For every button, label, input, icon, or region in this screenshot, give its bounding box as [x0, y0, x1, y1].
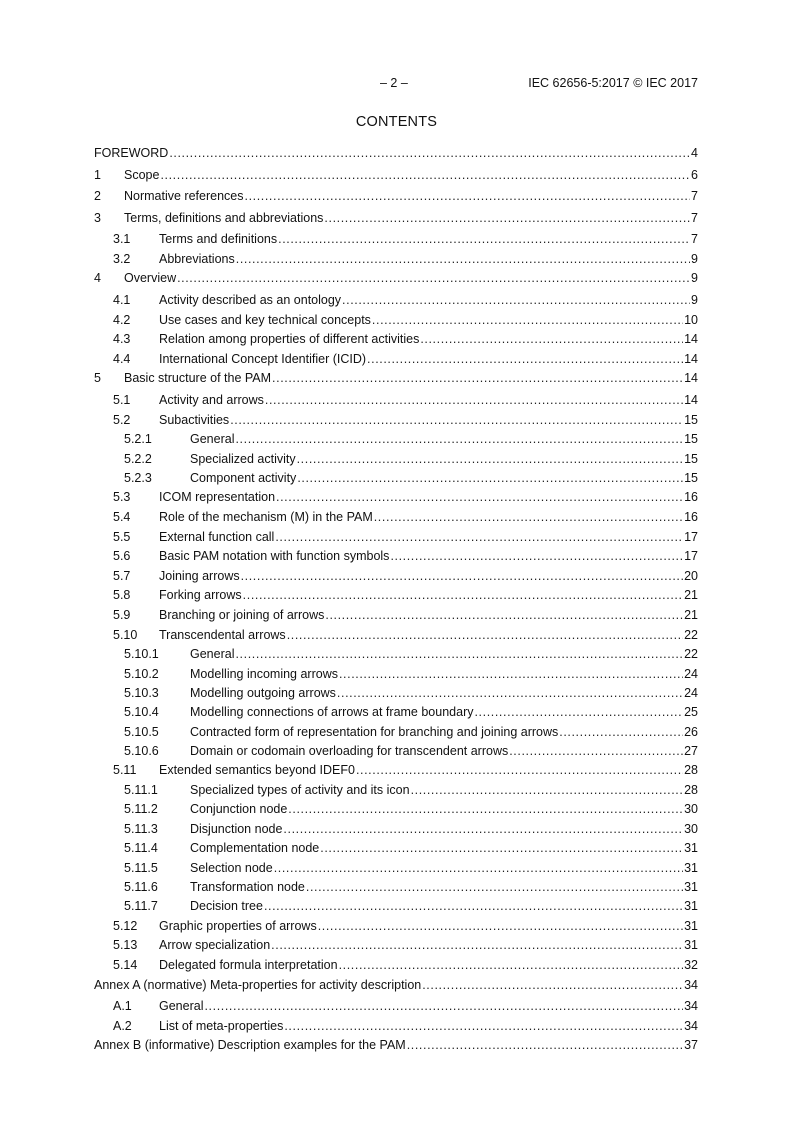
- toc-entry-title: Overview: [124, 271, 177, 286]
- toc-entry-number: 5.8: [113, 588, 131, 603]
- toc-entry-number: 5.5: [113, 529, 131, 544]
- toc-entry-title: Transcendental arrows: [159, 627, 286, 642]
- toc-entry-page: 27: [684, 744, 698, 759]
- toc-dot-leader: [276, 489, 683, 505]
- toc-entry-title: Normative references: [124, 189, 244, 204]
- toc-entry-page: 16: [684, 490, 698, 505]
- toc-entry-number: 3.1: [113, 232, 131, 247]
- toc-dot-leader: [339, 666, 683, 682]
- toc-dot-leader: [236, 251, 690, 267]
- toc-entry-page: 9: [691, 271, 698, 286]
- toc-entry[interactable]: [94, 251, 698, 271]
- toc-entry[interactable]: [94, 801, 698, 820]
- toc-entry-page: 21: [684, 588, 698, 603]
- toc-entry-number: 5: [94, 371, 101, 386]
- toc-dot-leader: [318, 918, 683, 934]
- toc-entry-page: 9: [691, 293, 698, 308]
- toc-entry-number: 5.3: [113, 490, 131, 505]
- toc-entry[interactable]: [94, 529, 698, 549]
- toc-entry-page: 14: [684, 371, 698, 386]
- toc-entry-title: Relation among properties of different activities: [159, 332, 420, 347]
- toc-entry-number: A.1: [113, 999, 132, 1014]
- toc-entry-number: 5.12: [113, 918, 138, 933]
- toc-entry-title: Modelling incoming arrows: [190, 666, 338, 681]
- toc-entry-number: 1: [94, 167, 101, 182]
- toc-entry-title: Decision tree: [190, 899, 263, 914]
- toc-dot-leader: [342, 292, 690, 308]
- toc-entry[interactable]: [94, 840, 698, 859]
- toc-entry[interactable]: [94, 724, 698, 743]
- toc-dot-leader: [160, 167, 690, 183]
- toc-dot-leader: [278, 231, 690, 247]
- toc-entry-number: 4.1: [113, 293, 131, 308]
- toc-entry-number: 3: [94, 210, 101, 225]
- toc-dot-leader: [241, 568, 684, 584]
- toc-entry-page: 34: [684, 1018, 698, 1033]
- toc-entry-number: 5.7: [113, 568, 131, 583]
- toc-dot-leader: [367, 351, 683, 367]
- toc-entry-number: 5.2: [113, 412, 131, 427]
- toc-dot-leader: [474, 704, 683, 720]
- toc-dot-leader: [509, 743, 683, 759]
- toc-entry[interactable]: [94, 821, 698, 840]
- toc-dot-leader: [297, 470, 683, 486]
- toc-entry[interactable]: [94, 607, 698, 627]
- toc-entry-page: 20: [684, 568, 698, 583]
- toc-dot-leader: [420, 331, 683, 347]
- toc-entry[interactable]: [94, 270, 698, 292]
- toc-entry-page: 9: [691, 251, 698, 266]
- toc-dot-leader: [243, 587, 683, 603]
- toc-entry[interactable]: [94, 627, 698, 647]
- page-number: – 2 –: [380, 76, 408, 90]
- toc-entry-number: 5.11.7: [124, 899, 158, 914]
- toc-entry[interactable]: [94, 489, 698, 509]
- toc-entry-number: 5.10.6: [124, 744, 159, 759]
- toc-entry[interactable]: [94, 351, 698, 371]
- toc-entry-title: Conjunction node: [190, 802, 288, 817]
- toc-entry[interactable]: [94, 782, 698, 801]
- toc-entry-title: Abbreviations: [159, 251, 235, 266]
- toc-entry-number: 5.11.6: [124, 880, 158, 895]
- toc-dot-leader: [390, 548, 683, 564]
- toc-entry-page: 14: [684, 393, 698, 408]
- toc-entry-page: 30: [684, 802, 698, 817]
- toc-entry-title: FOREWORD: [94, 146, 169, 160]
- toc-entry-title: Activity described as an ontology: [159, 293, 342, 308]
- toc-entry[interactable]: [94, 431, 698, 450]
- toc-entry-page: 22: [684, 647, 698, 662]
- toc-entry-page: 28: [684, 763, 698, 778]
- toc-dot-leader: [283, 821, 683, 837]
- toc-entry-title: Complementation node: [190, 841, 320, 856]
- toc-entry-title: Disjunction node: [190, 821, 283, 836]
- toc-entry-number: 5.11.4: [124, 841, 158, 856]
- toc-entry[interactable]: [94, 470, 698, 489]
- toc-entry[interactable]: [94, 509, 698, 529]
- toc-entry-number: 4.3: [113, 332, 131, 347]
- toc-entry[interactable]: [94, 860, 698, 879]
- toc-entry-title: Component activity: [190, 471, 297, 485]
- toc-entry-title: Selection node: [190, 860, 273, 875]
- toc-entry[interactable]: [94, 451, 698, 470]
- toc-entry-page: 14: [684, 332, 698, 347]
- toc-entry-title: Branching or joining of arrows: [159, 607, 325, 622]
- toc-dot-leader: [288, 801, 683, 817]
- toc-entry-number: 5.11.2: [124, 802, 158, 817]
- toc-entry-page: 16: [684, 509, 698, 524]
- toc-entry-title: Graphic properties of arrows: [159, 918, 317, 933]
- toc-entry-page: 4: [691, 146, 698, 160]
- toc-dot-leader: [374, 509, 683, 525]
- toc-dot-leader: [407, 1037, 683, 1053]
- toc-entry-title: Modelling connections of arrows at frame boundary: [190, 705, 474, 720]
- toc-entry[interactable]: [94, 231, 698, 251]
- toc-entry-title: Use cases and key technical concepts: [159, 312, 371, 327]
- toc-entry-title: Scope: [124, 167, 160, 182]
- toc-entry-page: 30: [684, 821, 698, 836]
- toc-entry-page: 7: [691, 232, 698, 247]
- toc-entry-title: List of meta-properties: [159, 1018, 284, 1033]
- toc-entry[interactable]: [94, 743, 698, 762]
- toc-entry[interactable]: [94, 587, 698, 607]
- toc-entry-page: 15: [684, 432, 698, 447]
- toc-entry-number: 5.10.2: [124, 666, 159, 681]
- toc-entry-number: 5.2.2: [124, 451, 152, 466]
- toc-entry[interactable]: [94, 412, 698, 432]
- toc-entry-number: 5.2.3: [124, 471, 152, 485]
- toc-dot-leader: [272, 370, 683, 386]
- toc-entry[interactable]: [94, 210, 698, 232]
- toc-entry-number: 5.10: [113, 627, 138, 642]
- table-of-contents: [94, 145, 698, 1059]
- toc-entry-title: Basic PAM notation with function symbols: [159, 549, 390, 564]
- toc-entry-page: 31: [684, 918, 698, 933]
- toc-dot-leader: [324, 210, 690, 226]
- toc-entry-title: Subactivities: [159, 412, 230, 427]
- toc-entry-title: Annex B (informative) Description examples for the PAM: [94, 1038, 406, 1053]
- toc-entry[interactable]: [94, 370, 698, 392]
- toc-dot-leader: [204, 998, 683, 1014]
- toc-entry[interactable]: [94, 1037, 698, 1059]
- toc-dot-leader: [275, 529, 683, 545]
- toc-dot-leader: [177, 270, 690, 286]
- page-header: [94, 76, 698, 92]
- toc-entry-title: ICOM representation: [159, 490, 276, 505]
- toc-entry-number: 3.2: [113, 251, 131, 266]
- toc-entry[interactable]: [94, 957, 698, 977]
- toc-entry-page: 7: [691, 210, 698, 225]
- toc-entry[interactable]: [94, 312, 698, 332]
- toc-dot-leader: [356, 762, 683, 778]
- toc-entry[interactable]: [94, 548, 698, 568]
- toc-dot-leader: [274, 860, 683, 876]
- toc-entry[interactable]: [94, 167, 698, 189]
- toc-entry-number: 4.2: [113, 312, 131, 327]
- toc-dot-leader: [339, 957, 684, 973]
- toc-entry-page: 10: [684, 312, 698, 327]
- toc-entry-title: Specialized activity: [190, 451, 296, 466]
- toc-entry[interactable]: [94, 666, 698, 685]
- toc-entry-title: Joining arrows: [159, 568, 240, 583]
- toc-entry[interactable]: [94, 292, 698, 312]
- toc-entry-page: 22: [684, 627, 698, 642]
- toc-entry-title: Transformation node: [190, 880, 305, 895]
- toc-entry-number: 5.10.3: [124, 685, 159, 700]
- toc-entry-title: Activity and arrows: [159, 393, 264, 408]
- toc-entry-number: 4: [94, 271, 101, 286]
- toc-entry-title: External function call: [159, 529, 275, 544]
- toc-entry-number: 5.10.1: [124, 647, 159, 662]
- standard-reference: IEC 62656-5:2017 © IEC 2017: [528, 76, 698, 90]
- toc-entry[interactable]: [94, 1018, 698, 1038]
- toc-dot-leader: [287, 627, 683, 643]
- toc-entry-page: 31: [684, 899, 698, 914]
- toc-entry-number: 5.11: [113, 763, 137, 778]
- toc-entry-title: Modelling outgoing arrows: [190, 685, 336, 700]
- toc-entry-page: 28: [684, 783, 698, 798]
- toc-entry-page: 32: [684, 958, 698, 972]
- toc-entry-number: 5.6: [113, 549, 131, 564]
- toc-entry-title: Basic structure of the PAM: [124, 371, 272, 386]
- toc-entry-number: 5.11.5: [124, 860, 158, 875]
- toc-entry-number: 2: [94, 189, 101, 204]
- toc-entry-page: 37: [684, 1038, 698, 1053]
- toc-entry[interactable]: [94, 937, 698, 957]
- toc-dot-leader: [235, 646, 683, 662]
- toc-dot-leader: [325, 607, 683, 623]
- toc-entry-number: 5.10.4: [124, 705, 159, 720]
- toc-dot-leader: [230, 412, 683, 428]
- toc-entry[interactable]: [94, 392, 698, 412]
- toc-dot-leader: [306, 879, 683, 895]
- toc-entry-page: 31: [684, 860, 698, 875]
- toc-dot-leader: [559, 724, 683, 740]
- toc-entry[interactable]: [94, 879, 698, 898]
- toc-entry-page: 14: [684, 351, 698, 366]
- toc-dot-leader: [422, 977, 683, 993]
- toc-entry-title: Delegated formula interpretation: [159, 958, 338, 972]
- toc-entry[interactable]: [94, 977, 698, 999]
- toc-dot-leader: [271, 937, 683, 953]
- toc-entry-title: Arrow specialization: [159, 938, 271, 953]
- toc-entry[interactable]: [94, 646, 698, 665]
- toc-entry-title: Terms and definitions: [159, 232, 278, 247]
- toc-entry-title: Terms, definitions and abbreviations: [124, 210, 324, 225]
- toc-entry-number: 5.1: [113, 393, 131, 408]
- toc-entry-page: 34: [684, 977, 698, 992]
- toc-dot-leader: [265, 392, 683, 408]
- toc-entry-title: Domain or codomain overloading for transcendent arrows: [190, 744, 509, 759]
- toc-entry-page: 15: [684, 451, 698, 466]
- toc-entry-page: 25: [684, 705, 698, 720]
- toc-dot-leader: [264, 898, 683, 914]
- toc-entry-number: 5.13: [113, 938, 138, 953]
- toc-dot-leader: [169, 145, 690, 161]
- toc-dot-leader: [411, 782, 684, 798]
- toc-entry[interactable]: [94, 918, 698, 938]
- toc-entry-number: 5.11.1: [124, 783, 158, 798]
- toc-entry[interactable]: [94, 685, 698, 704]
- toc-entry-page: 34: [684, 999, 698, 1014]
- toc-entry-title: General: [159, 999, 204, 1014]
- toc-entry-title: General: [190, 432, 235, 447]
- toc-entry-page: 15: [684, 412, 698, 427]
- toc-entry-page: 7: [691, 189, 698, 204]
- toc-entry[interactable]: [94, 762, 698, 782]
- toc-dot-leader: [320, 840, 683, 856]
- toc-entry-number: 5.14: [113, 958, 138, 972]
- toc-entry-title: International Concept Identifier (ICID): [159, 351, 367, 366]
- toc-entry-page: 31: [684, 938, 698, 953]
- toc-entry-title: General: [190, 647, 235, 662]
- toc-entry-page: 6: [691, 167, 698, 182]
- toc-entry[interactable]: [94, 898, 698, 917]
- toc-entry-title: Annex A (normative) Meta-properties for activity description: [94, 977, 422, 992]
- toc-entry-page: 31: [684, 880, 698, 895]
- toc-entry-title: Extended semantics beyond IDEF0: [159, 763, 355, 778]
- toc-entry-page: 21: [684, 607, 698, 622]
- toc-dot-leader: [372, 312, 683, 328]
- toc-entry-number: 5.4: [113, 509, 131, 524]
- toc-entry-number: A.2: [113, 1018, 132, 1033]
- toc-entry-page: 24: [684, 666, 698, 681]
- toc-entry-title: Forking arrows: [159, 588, 242, 603]
- toc-entry[interactable]: [94, 188, 698, 210]
- toc-dot-leader: [235, 431, 683, 447]
- toc-dot-leader: [337, 685, 683, 701]
- toc-entry-page: 17: [684, 529, 698, 544]
- toc-entry-page: 26: [684, 724, 698, 739]
- toc-dot-leader: [297, 451, 683, 467]
- toc-entry-title: Specialized types of activity and its icon: [190, 783, 410, 798]
- toc-entry-number: 4.4: [113, 351, 131, 366]
- toc-dot-leader: [245, 188, 691, 204]
- toc-entry-title: Contracted form of representation for branching and joining arrows: [190, 724, 559, 739]
- toc-entry-number: 5.11.3: [124, 821, 158, 836]
- toc-entry[interactable]: [94, 998, 698, 1018]
- toc-entry-page: 24: [684, 685, 698, 700]
- toc-entry[interactable]: [94, 331, 698, 351]
- toc-entry-page: 15: [684, 471, 698, 485]
- contents-title: CONTENTS: [355, 114, 438, 130]
- toc-entry-number: 5.9: [113, 607, 131, 622]
- toc-entry-title: Role of the mechanism (M) in the PAM: [159, 509, 373, 524]
- toc-entry-page: 31: [684, 841, 698, 856]
- toc-entry-number: 5.10.5: [124, 724, 159, 739]
- toc-dot-leader: [284, 1018, 683, 1034]
- toc-entry-number: 5.2.1: [124, 432, 152, 447]
- toc-entry-page: 17: [684, 549, 698, 564]
- toc-entry[interactable]: [94, 145, 698, 167]
- toc-entry[interactable]: [94, 568, 698, 588]
- toc-entry[interactable]: [94, 704, 698, 723]
